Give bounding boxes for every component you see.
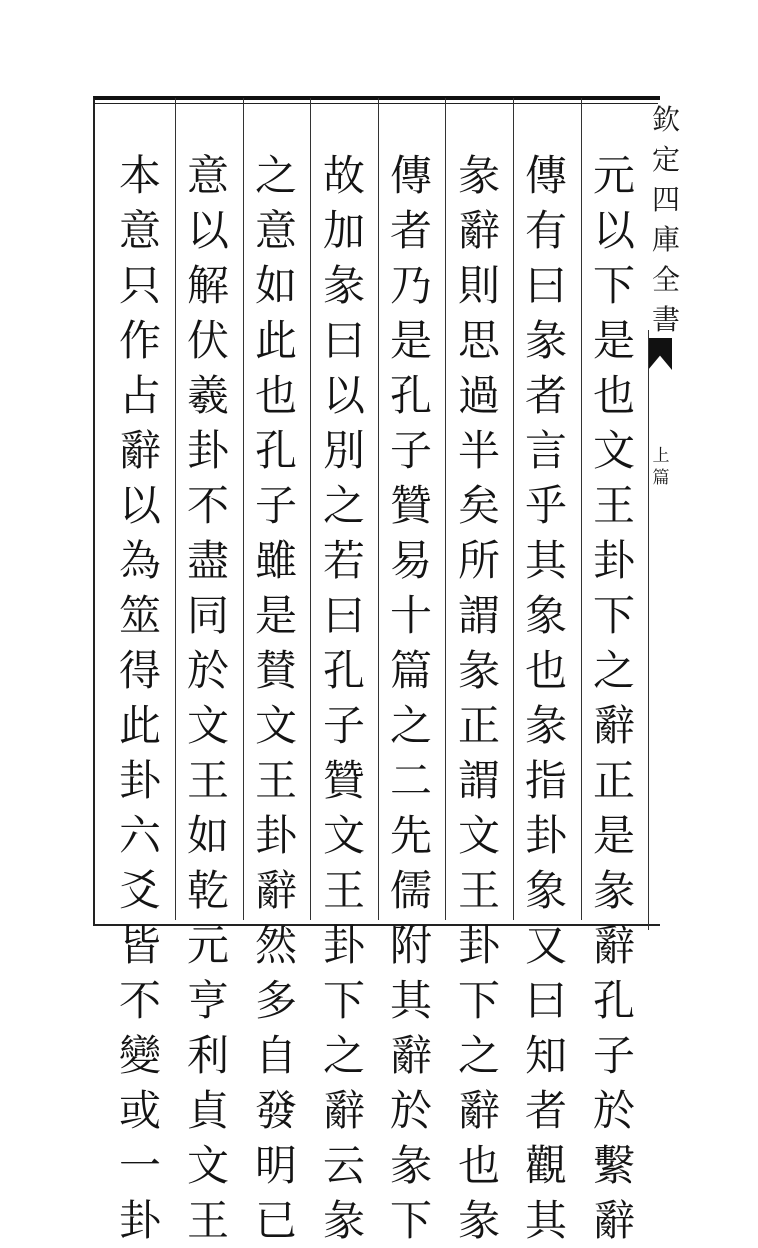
column-character: 乾 <box>186 866 229 915</box>
column-character: 辭 <box>457 1086 500 1135</box>
column-character: 辭 <box>592 701 635 750</box>
text-column-6 <box>246 148 306 1248</box>
column-character: 贊 <box>322 756 365 805</box>
column-character: 易 <box>389 536 432 585</box>
column-character: 辭 <box>322 1086 365 1135</box>
margin-title-character: 定 <box>651 143 680 176</box>
column-character: 六 <box>118 811 161 860</box>
column-character: 筮 <box>118 591 161 640</box>
column-character: 王 <box>254 756 297 805</box>
margin-title-character: 四 <box>651 183 680 216</box>
column-character: 則 <box>457 261 500 310</box>
column-character: 篇 <box>389 646 432 695</box>
column-character: 變 <box>118 1031 161 1080</box>
column-character: 一 <box>118 1141 161 1190</box>
column-character: 思 <box>457 316 500 365</box>
column-character: 辭 <box>457 206 500 255</box>
column-character: 乃 <box>389 261 432 310</box>
column-character: 此 <box>118 701 161 750</box>
column-divider <box>243 98 244 920</box>
column-character: 故 <box>322 151 365 200</box>
column-character: 別 <box>322 426 365 475</box>
column-character: 傳 <box>389 151 432 200</box>
column-character: 皆 <box>118 921 161 970</box>
column-character: 多 <box>254 976 297 1025</box>
column-character: 貞 <box>186 1086 229 1135</box>
column-character: 子 <box>592 1031 635 1080</box>
column-character: 謂 <box>457 756 500 805</box>
column-character: 文 <box>186 701 229 750</box>
text-column-4 <box>381 148 441 1248</box>
column-character: 象 <box>524 591 567 640</box>
column-character: 曰 <box>524 261 567 310</box>
column-character: 同 <box>186 591 229 640</box>
column-character: 辭 <box>389 1031 432 1080</box>
margin-book-title <box>646 100 686 340</box>
column-character: 孔 <box>592 976 635 1025</box>
text-column-7 <box>178 148 238 1248</box>
column-character: 文 <box>592 426 635 475</box>
column-character: 下 <box>592 591 635 640</box>
column-character: 文 <box>322 811 365 860</box>
column-character: 之 <box>389 701 432 750</box>
column-character: 其 <box>524 1196 567 1245</box>
column-character: 者 <box>524 371 567 420</box>
column-character: 孔 <box>322 646 365 695</box>
column-character: 雖 <box>254 536 297 585</box>
column-character: 也 <box>592 371 635 420</box>
text-column-5 <box>314 148 374 1248</box>
column-character: 有 <box>524 206 567 255</box>
column-character: 只 <box>118 261 161 310</box>
column-character: 王 <box>457 866 500 915</box>
margin-title-character: 全 <box>651 263 680 296</box>
column-character: 以 <box>186 206 229 255</box>
column-character: 如 <box>186 811 229 860</box>
column-character: 是 <box>389 316 432 365</box>
column-character: 傳 <box>524 151 567 200</box>
column-character: 為 <box>118 536 161 585</box>
margin-title-character: 庫 <box>651 223 680 256</box>
column-character: 文 <box>186 1141 229 1190</box>
column-character: 王 <box>186 1196 229 1245</box>
column-character: 十 <box>389 591 432 640</box>
column-character: 是 <box>254 591 297 640</box>
column-character: 羲 <box>186 371 229 420</box>
top-double-rule <box>93 103 658 104</box>
column-character: 下 <box>322 976 365 1025</box>
column-divider <box>581 98 582 920</box>
column-character: 言 <box>524 426 567 475</box>
column-character: 之 <box>592 646 635 695</box>
column-character: 得 <box>118 646 161 695</box>
text-column-1 <box>584 148 644 1248</box>
margin-rule <box>648 330 649 930</box>
column-character: 辭 <box>254 866 297 915</box>
column-character: 也 <box>457 1141 500 1190</box>
column-character: 元 <box>592 151 635 200</box>
column-character: 此 <box>254 316 297 365</box>
column-character: 利 <box>186 1031 229 1080</box>
column-character: 下 <box>389 1196 432 1245</box>
column-character: 知 <box>524 1031 567 1080</box>
column-character: 觀 <box>524 1141 567 1190</box>
column-character: 自 <box>254 1031 297 1080</box>
column-character: 孔 <box>389 371 432 420</box>
column-character: 也 <box>524 646 567 695</box>
column-character: 卦 <box>118 756 161 805</box>
column-character: 下 <box>592 261 635 310</box>
column-character: 意 <box>186 151 229 200</box>
column-character: 彖 <box>457 151 500 200</box>
text-column-3 <box>449 148 509 1248</box>
column-character: 卦 <box>592 536 635 585</box>
column-character: 贊 <box>389 481 432 530</box>
column-character: 先 <box>389 811 432 860</box>
column-character: 賛 <box>254 646 297 695</box>
column-character: 之 <box>322 1031 365 1080</box>
column-character: 爻 <box>118 866 161 915</box>
column-character: 過 <box>457 371 500 420</box>
column-character: 指 <box>524 756 567 805</box>
column-character: 於 <box>389 1086 432 1135</box>
column-character: 乎 <box>524 481 567 530</box>
column-character: 是 <box>592 811 635 860</box>
column-character: 之 <box>322 481 365 530</box>
column-divider <box>310 98 311 920</box>
column-character: 云 <box>322 1141 365 1190</box>
column-character: 彖 <box>322 261 365 310</box>
column-divider <box>445 98 446 920</box>
column-character: 卦 <box>118 1196 161 1245</box>
column-character: 子 <box>322 701 365 750</box>
column-character: 正 <box>592 756 635 805</box>
column-character: 解 <box>186 261 229 310</box>
column-character: 者 <box>524 1086 567 1135</box>
column-character: 矣 <box>457 481 500 530</box>
column-character: 所 <box>457 536 500 585</box>
column-character: 意 <box>254 206 297 255</box>
column-character: 下 <box>457 976 500 1025</box>
column-character: 於 <box>186 646 229 695</box>
margin-title-character: 書 <box>651 303 680 336</box>
column-character: 盡 <box>186 536 229 585</box>
column-divider <box>513 98 514 920</box>
column-character: 繫 <box>592 1141 635 1190</box>
fishtail-mark <box>648 338 672 370</box>
column-character: 彖 <box>524 316 567 365</box>
column-character: 然 <box>254 921 297 970</box>
column-character: 子 <box>254 481 297 530</box>
column-character: 附 <box>389 921 432 970</box>
column-character: 曰 <box>322 316 365 365</box>
column-character: 卦 <box>457 921 500 970</box>
column-character: 彖 <box>457 646 500 695</box>
column-character: 意 <box>118 206 161 255</box>
column-character: 已 <box>254 1196 297 1245</box>
column-character: 之 <box>457 1031 500 1080</box>
margin-section-character: 篇 <box>652 468 670 488</box>
column-character: 以 <box>322 371 365 420</box>
column-character: 亨 <box>186 976 229 1025</box>
column-character: 王 <box>322 866 365 915</box>
margin-section-label <box>648 445 674 489</box>
column-character: 辭 <box>592 921 635 970</box>
column-character: 彖 <box>457 1196 500 1245</box>
column-character: 象 <box>524 866 567 915</box>
column-character: 占 <box>118 371 161 420</box>
column-character: 是 <box>592 316 635 365</box>
column-character: 以 <box>118 481 161 530</box>
margin-title-character: 欽 <box>651 103 680 136</box>
column-character: 本 <box>118 151 161 200</box>
column-character: 彖 <box>322 1196 365 1245</box>
column-character: 以 <box>592 206 635 255</box>
column-divider <box>378 98 379 920</box>
column-character: 文 <box>457 811 500 860</box>
column-character: 明 <box>254 1141 297 1190</box>
column-character: 卦 <box>186 426 229 475</box>
column-character: 發 <box>254 1086 297 1135</box>
column-character: 王 <box>592 481 635 530</box>
column-character: 不 <box>186 481 229 530</box>
column-character: 曰 <box>524 976 567 1025</box>
column-character: 伏 <box>186 316 229 365</box>
column-character: 辭 <box>592 1196 635 1245</box>
column-character: 之 <box>254 151 297 200</box>
column-character: 卦 <box>254 811 297 860</box>
column-character: 作 <box>118 316 161 365</box>
column-character: 不 <box>118 976 161 1025</box>
column-character: 卦 <box>322 921 365 970</box>
column-character: 若 <box>322 536 365 585</box>
column-character: 元 <box>186 921 229 970</box>
column-character: 其 <box>524 536 567 585</box>
column-character: 儒 <box>389 866 432 915</box>
column-character: 曰 <box>322 591 365 640</box>
column-character: 彖 <box>592 866 635 915</box>
column-character: 二 <box>389 756 432 805</box>
text-column-2 <box>516 148 576 1248</box>
column-character: 謂 <box>457 591 500 640</box>
column-divider <box>175 98 176 920</box>
column-character: 者 <box>389 206 432 255</box>
column-character: 或 <box>118 1086 161 1135</box>
column-character: 正 <box>457 701 500 750</box>
column-character: 半 <box>457 426 500 475</box>
column-character: 如 <box>254 261 297 310</box>
column-character: 子 <box>389 426 432 475</box>
column-character: 卦 <box>524 811 567 860</box>
column-character: 加 <box>322 206 365 255</box>
column-character: 其 <box>389 976 432 1025</box>
column-character: 文 <box>254 701 297 750</box>
column-character: 辭 <box>118 426 161 475</box>
column-character: 孔 <box>254 426 297 475</box>
column-character: 彖 <box>389 1141 432 1190</box>
text-column-8 <box>110 148 170 1248</box>
column-character: 彖 <box>524 701 567 750</box>
column-character: 也 <box>254 371 297 420</box>
column-character: 於 <box>592 1086 635 1135</box>
column-character: 又 <box>524 921 567 970</box>
column-character: 王 <box>186 756 229 805</box>
margin-section-character: 上 <box>652 446 670 466</box>
